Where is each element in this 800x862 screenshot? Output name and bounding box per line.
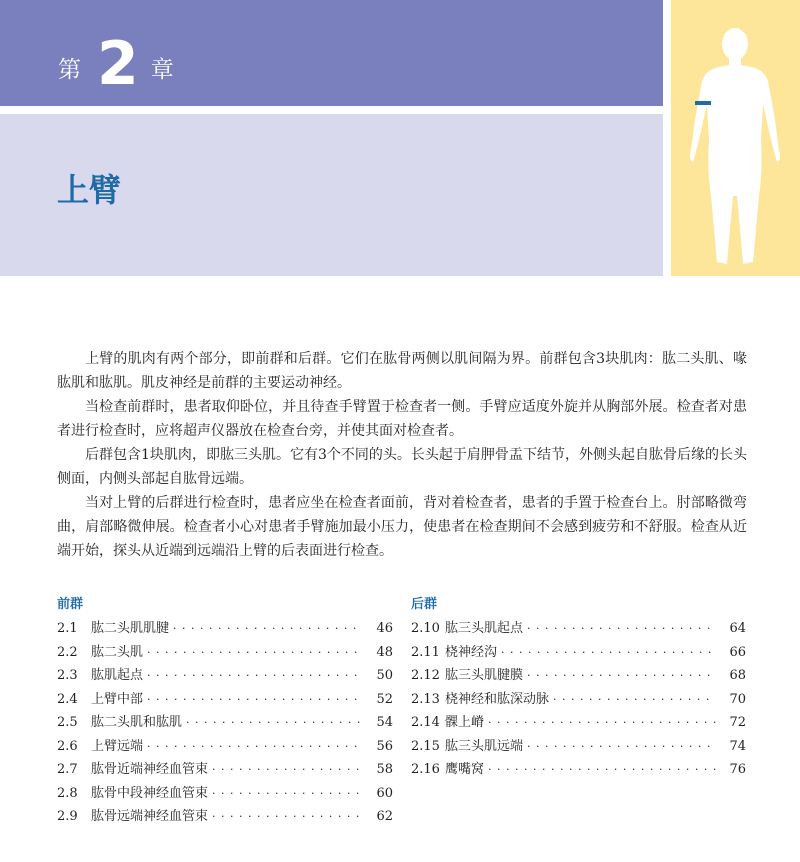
toc-leader-dots — [147, 664, 363, 688]
toc-leader-dots — [501, 641, 716, 665]
toc-item-title: 肱三头肌腱膜 — [445, 668, 524, 683]
toc-item-page: 72 — [729, 715, 746, 730]
toc-item[interactable] — [411, 664, 746, 688]
toc-item-number: 2.4 — [57, 691, 78, 707]
toc-item[interactable] — [57, 735, 393, 759]
intro-paragraph: 上臂的肌肉有两个部分，即前群和后群。它们在肱骨两侧以肌间隔为界。前群包含3块肌肉：肱二头肌、喙肱肌和肱肌。肌皮神经是前群的主要运动神经。 — [57, 351, 747, 391]
toc-leader-dots — [186, 711, 363, 735]
toc-item-number: 2.3 — [57, 668, 78, 683]
toc-leader-dots — [527, 617, 716, 641]
toc-leader-dots — [527, 664, 716, 688]
toc-item-page: 54 — [376, 715, 393, 730]
toc-item-title: 桡神经和肱深动脉 — [445, 691, 550, 707]
toc-item-number: 2.7 — [57, 762, 78, 777]
toc-item-page: 56 — [376, 738, 393, 754]
toc-leader-dots — [147, 688, 363, 712]
toc-item-page: 58 — [376, 762, 393, 777]
toc-item-number: 2.16 — [411, 762, 440, 777]
chapter-suffix: 章 — [150, 57, 174, 83]
toc-leader-dots — [147, 641, 363, 665]
toc-leader-dots — [147, 735, 363, 759]
chapter-label — [58, 26, 174, 99]
toc-item-number: 2.9 — [57, 809, 78, 824]
toc-item-page: 70 — [729, 691, 746, 707]
toc-item-title: 肱二头肌肌腱 — [91, 621, 170, 636]
toc-item-page: 46 — [376, 621, 393, 636]
intro-paragraph: 当对上臂的后群进行检查时，患者应坐在检查者面前，背对着检查者，患者的手置于检查台上。肘部略微弯曲，肩部略微伸展。检查者小心对患者手臂施加最小压力，使患者在检查期间不会感到疲劳和不舒服。检查从近端开始，探头从近端到远端沿上臂的后表面进行检查。 — [57, 495, 747, 559]
toc-item-title: 髁上嵴 — [445, 715, 485, 730]
toc-item[interactable] — [411, 711, 746, 735]
toc-front-group — [57, 595, 393, 829]
toc-item-title: 肱肌起点 — [91, 668, 144, 683]
toc-item-number: 2.14 — [411, 715, 440, 730]
body-figure-panel — [671, 0, 800, 276]
chapter-prefix: 第 — [58, 57, 81, 83]
toc-item-title: 上臂远端 — [91, 738, 144, 754]
toc-item[interactable] — [57, 711, 393, 735]
toc-item-number: 2.11 — [411, 644, 440, 660]
toc-item-number: 2.6 — [57, 738, 78, 754]
toc-item-number: 2.10 — [411, 621, 440, 636]
toc-item-number: 2.5 — [57, 715, 78, 730]
human-body-silhouette-icon — [671, 0, 800, 276]
chapter-number: 2 — [97, 29, 139, 99]
toc-leader-dots — [173, 617, 363, 641]
toc-item-number: 2.1 — [57, 621, 78, 636]
toc-item-title: 肱二头肌和肱肌 — [91, 715, 183, 730]
chapter-title: 上臂 — [57, 171, 122, 209]
intro-paragraph: 后群包含1块肌肉，即肱三头肌。它有3个不同的头。长头起于肩胛骨盂下结节，外侧头起自肱骨后缘的长头侧面，内侧头部起自肱骨远端。 — [57, 447, 747, 487]
toc-item-title: 肱骨中段神经血管束 — [91, 785, 209, 801]
toc-item[interactable] — [57, 641, 393, 665]
toc-item-page: 68 — [729, 668, 746, 683]
upper-arm-marker — [695, 101, 711, 105]
toc-item-number: 2.2 — [57, 644, 78, 660]
toc-leader-dots — [553, 688, 716, 712]
toc-back-group — [411, 595, 746, 782]
toc-item-page: 52 — [376, 691, 393, 707]
toc-item-page: 64 — [729, 621, 746, 636]
intro-paragraph: 当检查前群时，患者取仰卧位，并且待查手臂置于检查者一侧。手臂应适度外旋并从胸部外展。检查者对患者进行检查时，应将超声仪器放在检查台旁，并使其面对检查者。 — [57, 399, 747, 439]
toc-item-page: 60 — [376, 785, 393, 801]
toc-item-title: 肱骨近端神经血管束 — [91, 762, 209, 777]
toc-item-title: 肱三头肌起点 — [445, 621, 524, 636]
toc-item-page: 62 — [376, 809, 393, 824]
toc-leader-dots — [212, 782, 363, 806]
toc-leader-dots — [527, 735, 716, 759]
toc-item[interactable] — [411, 641, 746, 665]
toc-item[interactable] — [57, 688, 393, 712]
toc-item[interactable] — [411, 735, 746, 759]
toc-item[interactable] — [57, 758, 393, 782]
toc-heading-front: 前群 — [57, 597, 84, 612]
toc-heading-back: 后群 — [411, 597, 438, 612]
toc-item-page: 74 — [729, 738, 746, 754]
toc-item-page: 66 — [729, 644, 746, 660]
toc-item[interactable] — [57, 805, 393, 829]
toc-item-page: 48 — [376, 644, 393, 660]
toc-item-number: 2.13 — [411, 691, 440, 707]
toc-item-title: 鹰嘴窝 — [445, 762, 485, 777]
toc-item-title: 桡神经沟 — [445, 644, 498, 660]
toc-item[interactable] — [411, 688, 746, 712]
toc-item[interactable] — [57, 664, 393, 688]
toc-item-title: 上臂中部 — [91, 691, 144, 707]
toc-item-title: 肱二头肌 — [91, 644, 144, 660]
toc-item[interactable] — [411, 758, 746, 782]
toc-item-title: 肱骨远端神经血管束 — [91, 809, 209, 824]
intro-text — [57, 347, 747, 563]
toc-leader-dots — [488, 711, 716, 735]
toc-item-number: 2.8 — [57, 785, 78, 801]
toc-item-number: 2.12 — [411, 668, 440, 683]
toc-item-page: 76 — [729, 762, 746, 777]
toc-item-number: 2.15 — [411, 738, 440, 754]
toc-item-title: 肱三头肌远端 — [445, 738, 524, 754]
toc-leader-dots — [212, 758, 363, 782]
toc-item[interactable] — [57, 617, 393, 641]
toc-leader-dots — [488, 758, 716, 782]
toc-item[interactable] — [411, 617, 746, 641]
toc-leader-dots — [212, 805, 363, 829]
toc-item-page: 50 — [376, 668, 393, 683]
toc-item[interactable] — [57, 782, 393, 806]
